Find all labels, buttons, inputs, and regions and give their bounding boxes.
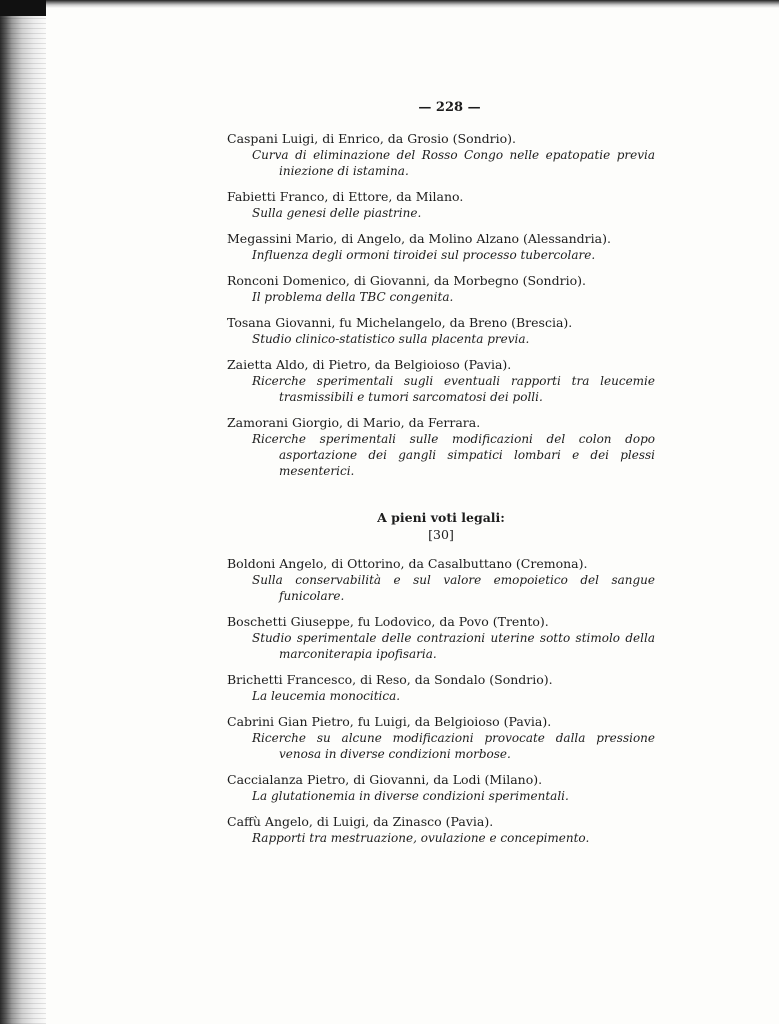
thesis-entry <box>227 356 655 405</box>
thesis-list <box>227 130 655 855</box>
thesis-entry <box>227 272 655 305</box>
section-heading: A pieni voti legali: <box>377 510 505 525</box>
author-line: Boschetti Giuseppe, fu Lodovico, da Povo (Trento). <box>227 614 549 629</box>
author-line: Caffù Angelo, di Luigi, da Zinasco (Pavia). <box>227 814 494 829</box>
entries-before <box>227 130 655 479</box>
thesis-title: Studio sperimentale delle contrazioni uterine sotto stimolo della marconiterapia ipofisaria. <box>252 631 655 661</box>
author-line: Ronconi Domenico, di Giovanni, da Morbegno (Sondrio). <box>227 273 586 288</box>
section-count: [30] <box>428 527 454 542</box>
thesis-title: Sulla conservabilità e sul valore emopoietico del sangue funicolare. <box>252 573 655 603</box>
thesis-entry <box>227 230 655 263</box>
scan-corner-mark <box>0 0 46 16</box>
author-line: Boldoni Angelo, di Ottorino, da Casalbuttano (Cremona). <box>227 556 588 571</box>
author-line: Brichetti Francesco, di Reso, da Sondalo (Sondrio). <box>227 672 553 687</box>
author-line: Megassini Mario, di Angelo, da Molino Alzano (Alessandria). <box>227 231 611 246</box>
thesis-title: Rapporti tra mestruazione, ovulazione e concepimento. <box>252 831 590 845</box>
page-number: — 228 — <box>418 100 481 115</box>
thesis-entry <box>227 771 655 804</box>
thesis-title: Studio clinico-statistico sulla placenta previa. <box>252 332 530 346</box>
thesis-entry <box>227 671 655 704</box>
thesis-title: Ricerche sperimentali sugli eventuali rapporti tra leucemie trasmissibili e tumori sarcomatosi dei polli. <box>252 374 655 404</box>
author-line: Caspani Luigi, di Enrico, da Grosio (Sondrio). <box>227 131 516 146</box>
author-line: Fabietti Franco, di Ettore, da Milano. <box>227 189 464 204</box>
thesis-entry <box>227 613 655 662</box>
thesis-title: Ricerche sperimentali sulle modificazioni del colon dopo asportazione dei gangli simpatici lombari e dei plessi mesenterici. <box>252 432 655 478</box>
thesis-entry <box>227 130 655 179</box>
thesis-entry <box>227 713 655 762</box>
thesis-title: Sulla genesi delle piastrine. <box>252 206 422 220</box>
thesis-entry <box>227 314 655 347</box>
thesis-title: La leucemia monocitica. <box>252 689 401 703</box>
thesis-entry <box>227 555 655 604</box>
author-line: Zaietta Aldo, di Pietro, da Belgioioso (Pavia). <box>227 357 512 372</box>
entries-after <box>227 555 655 846</box>
thesis-entry <box>227 188 655 221</box>
thesis-title: La glutationemia in diverse condizioni sperimentali. <box>252 789 569 803</box>
thesis-entry <box>227 813 655 846</box>
page-top-edge <box>0 0 779 8</box>
author-line: Caccialanza Pietro, di Giovanni, da Lodi (Milano). <box>227 772 543 787</box>
thesis-entry <box>227 414 655 479</box>
author-line: Cabrini Gian Pietro, fu Luigi, da Belgioioso (Pavia). <box>227 714 552 729</box>
book-binding-edge <box>0 0 46 1024</box>
thesis-title: Ricerche su alcune modificazioni provocate dalla pressione venosa in diverse condizioni morbose. <box>252 731 655 761</box>
author-line: Tosana Giovanni, fu Michelangelo, da Breno (Brescia). <box>227 315 573 330</box>
author-line: Zamorani Giorgio, di Mario, da Ferrara. <box>227 415 481 430</box>
thesis-title: Il problema della TBC congenita. <box>252 290 454 304</box>
thesis-title: Influenza degli ormoni tiroidei sul processo tubercolare. <box>252 248 596 262</box>
thesis-title: Curva di eliminazione del Rosso Congo nelle epatopatie previa iniezione di istamina. <box>252 148 655 178</box>
